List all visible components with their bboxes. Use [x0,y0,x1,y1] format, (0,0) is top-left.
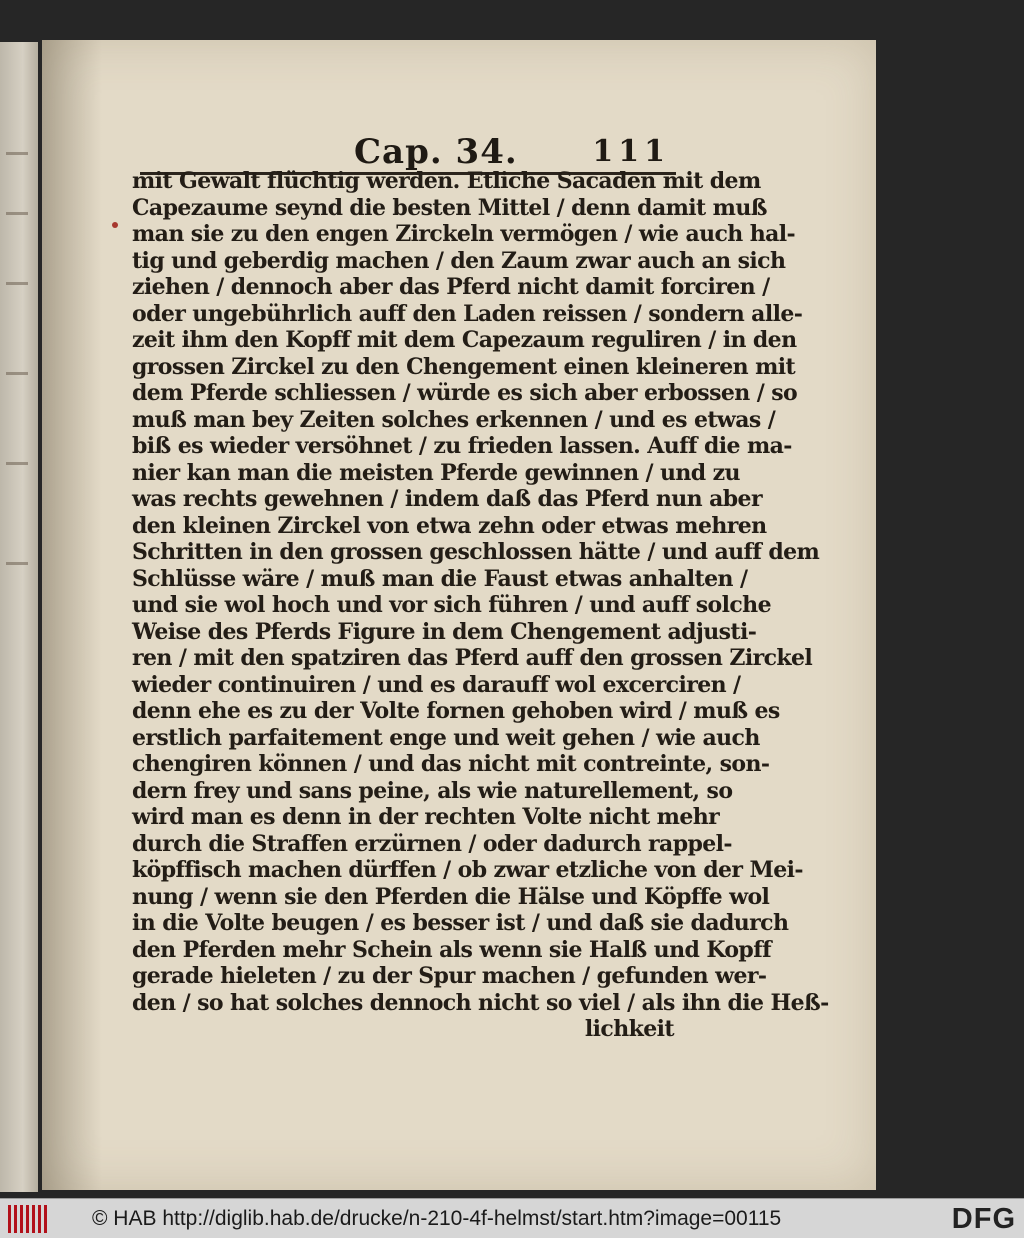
text-line: köpffisch machen dürffen / ob zwar etzliche von der Mei- [132,857,803,883]
text-line: muß man bey Zeiten solches erkennen / und es etwas / [132,406,776,433]
text-line: und sie wol hoch und vor sich führen / und auff solche [132,592,771,618]
text-line: Schritten in den grossen geschlossen hätte / und auff dem [132,539,820,565]
catchword: lichkeit [584,1016,674,1042]
text-line: dern frey und sans peine, als wie naturellement, so [132,777,733,804]
body-text [132,168,829,1043]
text-line: mit Gewalt flüchtig werden. Etliche Sacaden mit dem [132,168,761,194]
book-page [42,40,876,1190]
text-line: gerade hieleten / zu der Spur machen / gefunden wer- [132,963,767,989]
text-line: ren / mit den spatziren das Pferd auff den grossen Zirckel [132,645,813,671]
text-line: tig und geberdig machen / den Zaum zwar auch an sich [132,247,786,274]
hab-barcode-logo [8,1205,48,1233]
text-line: ziehen / dennoch aber das Pferd nicht damit forciren / [132,274,770,300]
text-line: oder ungebührlich auff den Laden reissen / sondern alle- [132,300,803,327]
text-line: was rechts gewehnen / indem daß das Pferd nun aber [132,486,762,512]
text-line: dem Pferde schliessen / würde es sich aber erbossen / so [132,380,798,406]
copyright-url[interactable]: © HAB http://diglib.hab.de/drucke/n-210-4f-helmst/start.htm?image=00115 [92,1207,782,1230]
text-line: wieder continuiren / und es darauff wol excerciren / [132,671,741,698]
page-gutter-shadow [42,40,102,1190]
dfg-logo: DFG [951,1203,1016,1235]
text-line: grossen Zirckel zu den Chengement einen kleineren mit [132,353,796,380]
page-number: 111 [592,134,670,169]
chapter-heading: Cap. 34. [354,132,518,172]
text-line: wird man es denn in der rechten Volte nicht mehr [132,804,720,830]
ink-mark [112,222,118,228]
text-line: in die Volte beugen / es besser ist / und daß sie dadurch [132,910,789,936]
text-line: zeit ihm den Kopff mit dem Capezaum reguliren / in den [132,327,797,353]
text-line: den kleinen Zirckel von etwa zehn oder etwas mehren [132,512,767,539]
text-line: chengiren können / und das nicht mit contreinte, son- [132,751,770,777]
text-line: Weise des Pferds Figure in dem Chengement adjusti- [132,618,757,645]
footer-bar [0,1198,1024,1238]
text-line: nier kan man die meisten Pferde gewinnen / und zu [132,459,740,486]
text-line: den Pferden mehr Schein als wenn sie Halß und Kopff [132,936,771,963]
text-line: Capezaume seynd die besten Mittel / denn damit muß [132,194,767,221]
text-line: biß es wieder versöhnet / zu frieden lassen. Auff die ma- [132,433,792,459]
text-line: denn ehe es zu der Volte fornen gehoben wird / muß es [132,698,780,724]
text-line: nung / wenn sie den Pferden die Hälse und Köpffe wol [132,883,770,910]
text-line: erstlich parfaitement enge und weit gehen / wie auch [132,724,760,751]
text-line: Schlüsse wäre / muß man die Faust etwas anhalten / [132,565,748,592]
text-line: durch die Straffen erzürnen / oder dadurch rappel- [132,830,732,857]
previous-page-edge [0,42,38,1192]
text-line: den / so hat solches dennoch nicht so viel / als ihn die Heß- [132,989,829,1016]
text-line: man sie zu den engen Zirckeln vermögen / wie auch hal- [132,221,796,247]
